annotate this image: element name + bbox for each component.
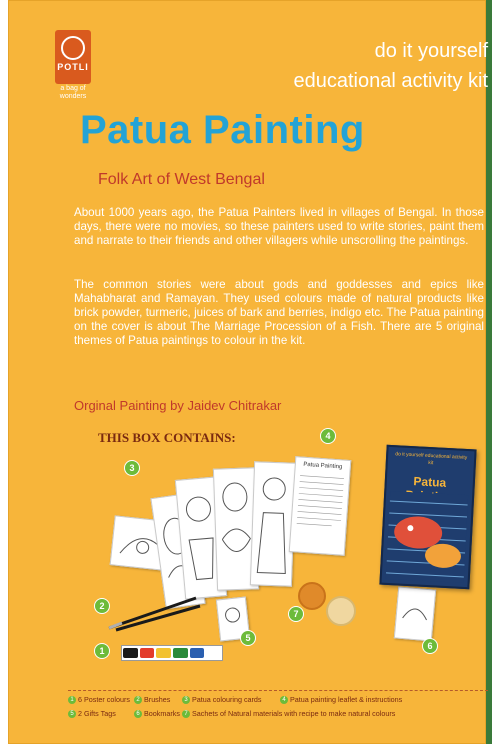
logo-tagline: a bag of wonders (59, 85, 87, 100)
contents-heading: THIS BOX CONTAINS: (98, 430, 236, 445)
product-subtitle: Folk Art of West Bengal (98, 171, 265, 188)
product-title: Patua Painting (80, 108, 365, 152)
legend-item: 2 Brushes (134, 695, 170, 704)
logo-bag-icon (61, 36, 85, 60)
header-line-2: educational activity kit (293, 70, 488, 92)
poster-colours (121, 645, 223, 661)
kit-box-tagline: do it yourself educational activity kit (395, 451, 468, 467)
paint-pot-white (206, 648, 221, 658)
description-paragraph: The common stories were about gods and goddesses and epics like Mahabharat and Ramayan. They used colours made of natural products like brick powder, turmeric, juices of bark and berries, indigo etc. The Patua painting on the cover is about The Marriage Procession of a Fish. There are 5 original themes of Patua paintings to colour in the kit. (74, 278, 484, 347)
item-badge-4: 4 (320, 428, 336, 444)
legend-item: 5 2 Gifts Tags (68, 709, 116, 718)
description-paragraph: About 1000 years ago, the Patua Painters lived in villages of Bengal. In those days, there were no movies, so these painters used to write stories, paint them and narrate to their friends and other villagers while unscrolling the paintings. (74, 206, 484, 247)
legend-item: 4 Patua painting leaflet & instructions (280, 695, 402, 704)
patua-leaflet (289, 456, 352, 556)
paint-pot-black (123, 648, 138, 658)
leaflet-title: Patua Painting (303, 461, 343, 471)
kit-box-title: Patua (413, 474, 447, 490)
legend-item: 3 Patua colouring cards (182, 695, 262, 704)
item-badge-5: 5 (240, 630, 256, 646)
item-badge-3: 3 (124, 460, 140, 476)
bookmark (394, 586, 436, 641)
brushes-icon (104, 592, 204, 632)
colouring-card (250, 461, 296, 586)
item-badge-6: 6 (422, 638, 438, 654)
natural-colour-sachet (326, 596, 356, 626)
kit-box-image (379, 445, 476, 590)
logo-word: POTLI (57, 62, 89, 72)
natural-colour-sachet (298, 582, 326, 610)
item-badge-1: 1 (94, 643, 110, 659)
item-badge-2: 2 (94, 598, 110, 614)
legend-item: 7 Sachets of Natural materials with recipe to make natural colours (182, 709, 395, 718)
legend-item: 1 6 Poster colours (68, 695, 130, 704)
painting-credit: Orginal Painting by Jaidev Chitrakar (74, 398, 282, 413)
item-badge-7: 7 (288, 606, 304, 622)
paint-pot-red (140, 648, 155, 658)
contents-legend (68, 690, 488, 741)
paint-pot-yellow (156, 648, 171, 658)
fish-painting-icon (386, 491, 468, 583)
paint-pot-green (173, 648, 188, 658)
paint-pot-blue (190, 648, 205, 658)
header-line-1: do it yourself (374, 40, 488, 62)
legend-item: 6 Bookmarks (134, 709, 180, 718)
product-box-back (8, 0, 492, 744)
potli-logo (55, 30, 91, 84)
